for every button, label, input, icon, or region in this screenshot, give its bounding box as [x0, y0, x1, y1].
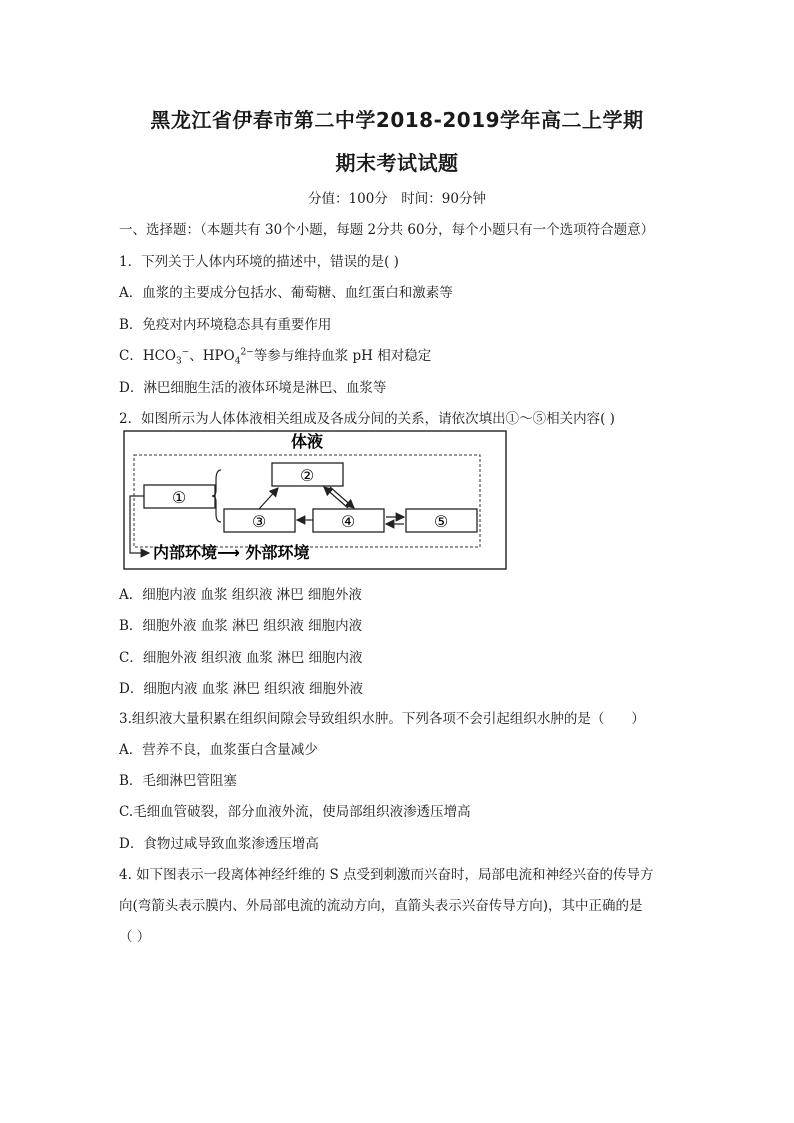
q1-c-prefix: C．HCO [119, 348, 176, 364]
arrow-2-to-4 [330, 487, 354, 508]
box-3-label: ③ [251, 512, 267, 531]
q3-stem: 3.组织液大量积累在组织间隙会导致组织水肿。下列各项不会引起组织水肿的是（ ） [119, 711, 645, 727]
q2-stem: 2．如图所示为人体体液相关组成及各成分间的关系，请依次填出①～⑤相关内容( ) [119, 411, 615, 427]
q1-c-sub2: 4 [234, 356, 241, 367]
q1-c-suffix: 等参与维持血浆 pH 相对稳定 [253, 348, 432, 364]
page-subtitle: 期末考试试题 [335, 151, 459, 175]
brace [212, 470, 221, 522]
q4-stem-line3: （ ） [119, 929, 151, 945]
q1-option-b: B．免疫对内环境稳态具有重要作用 [119, 317, 332, 333]
box-1-label: ① [171, 488, 187, 507]
q1-option-c [119, 344, 431, 367]
arrow-3-to-2 [259, 488, 278, 509]
q1-stem: 1．下列关于人体内环境的描述中，错误的是( ) [119, 254, 399, 270]
q1-option-d: D．淋巴细胞生活的液体环境是淋巴、血浆等 [119, 380, 387, 396]
diagram-title: 体液 [290, 432, 324, 451]
diagram-bottom-label: 内部环境⟶ 外部环境 [153, 543, 310, 562]
q2-option-b: B．细胞外液 血浆 淋巴 组织液 细胞内液 [119, 618, 363, 634]
q1-c-mid: 、HPO [189, 348, 235, 364]
q4-stem-line2: 向(弯箭头表示膜内、外局部电流的流动方向，直箭头表示兴奋传导方向)，其中正确的是 [119, 898, 643, 914]
exam-info: 分值：100分 时间：90分钟 [308, 191, 486, 207]
q1-c-sub1: 3 [176, 356, 182, 367]
q1-c-sup2: 2− [240, 347, 254, 358]
box-4-label: ④ [340, 512, 356, 531]
box-5-label: ⑤ [433, 512, 449, 531]
q2-option-c: C．细胞外液 组织液 血浆 淋巴 细胞内液 [119, 650, 363, 666]
arrow-4-to-2 [324, 487, 348, 508]
q3-option-b: B．毛细淋巴管阻塞 [119, 773, 237, 789]
q3-option-a: A．营养不良，血浆蛋白含量减少 [119, 742, 318, 758]
body-fluid-diagram [123, 430, 507, 570]
q2-option-a: A．细胞内液 血浆 组织液 淋巴 细胞外液 [119, 587, 362, 603]
box-2-label: ② [299, 466, 315, 485]
q3-option-c: C.毛细血管破裂，部分血液外流，使局部组织液渗透压增高 [119, 804, 471, 820]
q1-option-a: A．血浆的主要成分包括水、葡萄糖、血红蛋白和激素等 [119, 285, 453, 301]
section-header: 一、选择题：（本题共有 30个小题，每题 2分共 60分，每个小题只有一个选项符合题意） [119, 222, 655, 238]
q2-option-d: D．细胞内液 血浆 淋巴 组织液 细胞外液 [119, 681, 363, 697]
q3-option-d: D．食物过咸导致血浆渗透压增高 [119, 836, 319, 852]
q4-stem-line1: 4. 如下图表示一段离体神经纤维的 S 点受到刺激而兴奋时，局部电流和神经兴奋的传导方 [119, 867, 654, 883]
page-title: 黑龙江省伊春市第二中学2018-2019学年高二上学期 [150, 108, 644, 132]
q1-c-sup1: − [181, 347, 190, 358]
